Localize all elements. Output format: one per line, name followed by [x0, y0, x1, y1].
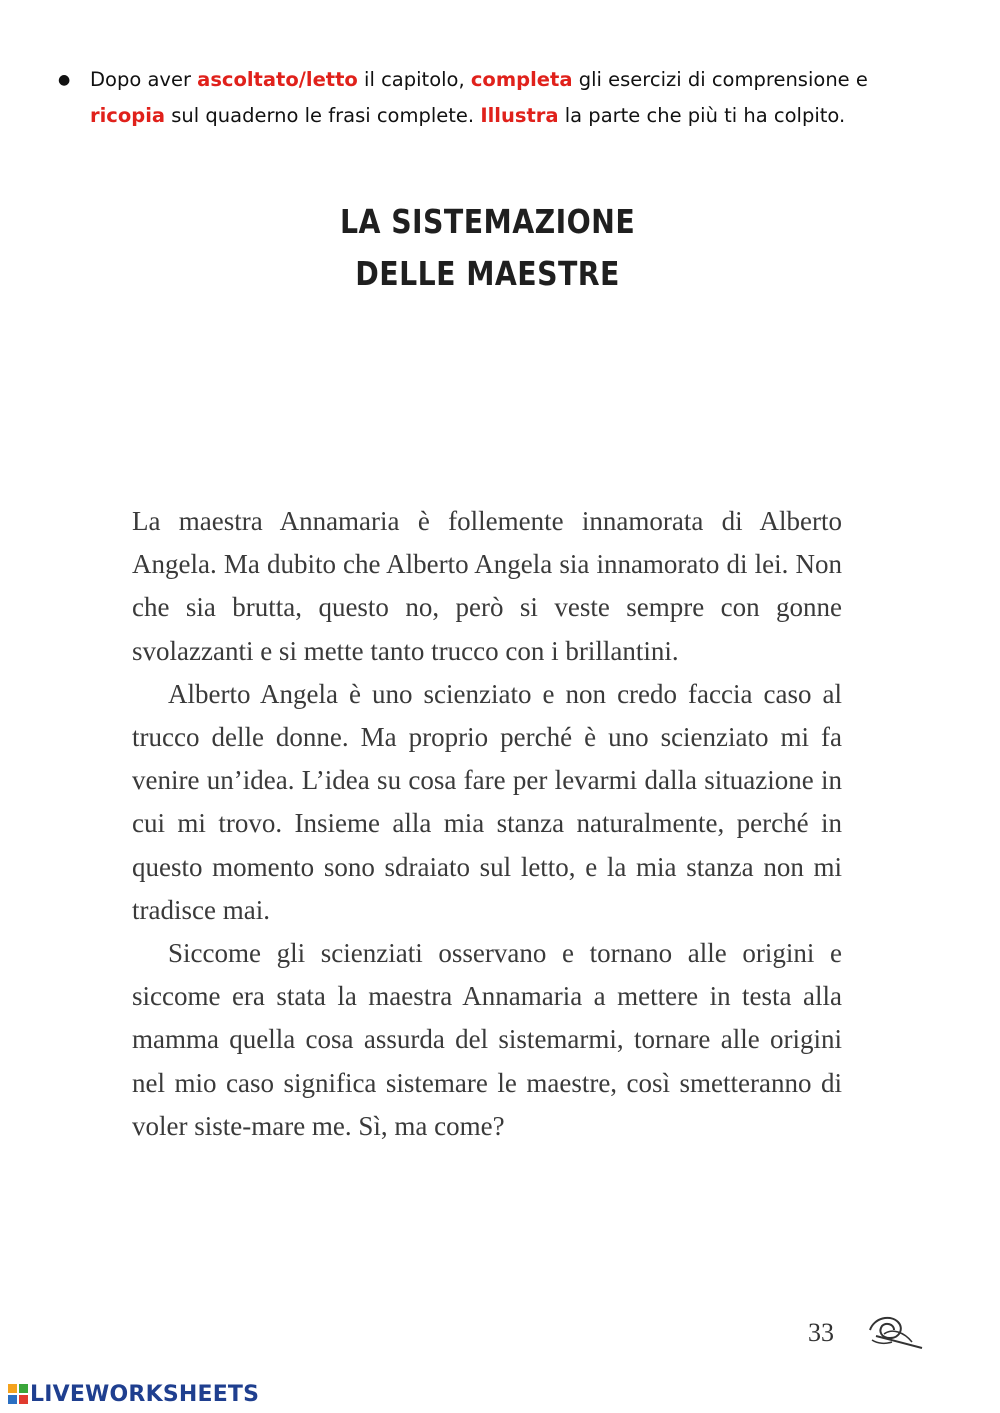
- instructions-text-part: la parte che più ti ha colpito.: [558, 104, 846, 127]
- instructions-text-part: sul quaderno le frasi complete.: [165, 104, 481, 127]
- instructions-text-part: Dopo aver: [90, 68, 198, 91]
- highlight-ascoltato: ascoltato/letto: [197, 68, 358, 91]
- story-paragraph-1: La maestra Annamaria è follemente innamorata di Alberto Angela. Ma dubito che Alberto Angela sia innamorato di lei. Non che sia brutta, questo no, però si veste sempre con gonne svolazzanti e si mette tanto trucco con i brillantini.: [132, 506, 842, 666]
- instructions-text: [90, 62, 958, 134]
- story-paragraph-2: Alberto Angela è uno scienziato e non credo faccia caso al trucco delle donne. Ma proprio perché è uno scienziato mi fa venire un’idea. L’idea su cosa fare per levarmi dalla situazione in cui mi trovo. Insieme alla mia stanza naturalmente, perché in questo momento sono sdraiato sul letto, e la mia stanza non mi tradisce mai.: [132, 678, 842, 925]
- chapter-title-line1: LA SISTEMAZIONE: [339, 202, 636, 241]
- highlight-ricopia: ricopia: [90, 104, 166, 127]
- footer-logo: [8, 1380, 259, 1408]
- chapter-title-line2: DELLE MAESTRE: [355, 254, 620, 293]
- bullet-icon: ●: [58, 72, 71, 88]
- highlight-completa: completa: [470, 68, 573, 91]
- quill-icon: [864, 1310, 926, 1352]
- highlight-illustra: Illustra: [480, 104, 559, 127]
- instructions: [58, 62, 958, 134]
- instructions-text-part: il capitolo,: [357, 68, 471, 91]
- page-number: 33: [808, 1318, 834, 1347]
- chapter-title: [68, 196, 907, 300]
- story-text: [132, 500, 842, 1148]
- liveworksheets-logo-text: LIVEWORKSHEETS: [30, 1381, 260, 1407]
- instructions-text-part: gli esercizi di comprensione e: [572, 68, 868, 91]
- story-paragraph-3: Siccome gli scienziati osservano e tornano alle origini e siccome era stata la maestra Annamaria a mettere in testa alla mamma quella cosa assurda del sistemarmi, tornare alle origini nel mio caso significa sistemare le maestre, così smetteranno di voler siste-mare me. Sì, ma come?: [132, 938, 842, 1141]
- liveworksheets-logo-icon: [8, 1384, 28, 1404]
